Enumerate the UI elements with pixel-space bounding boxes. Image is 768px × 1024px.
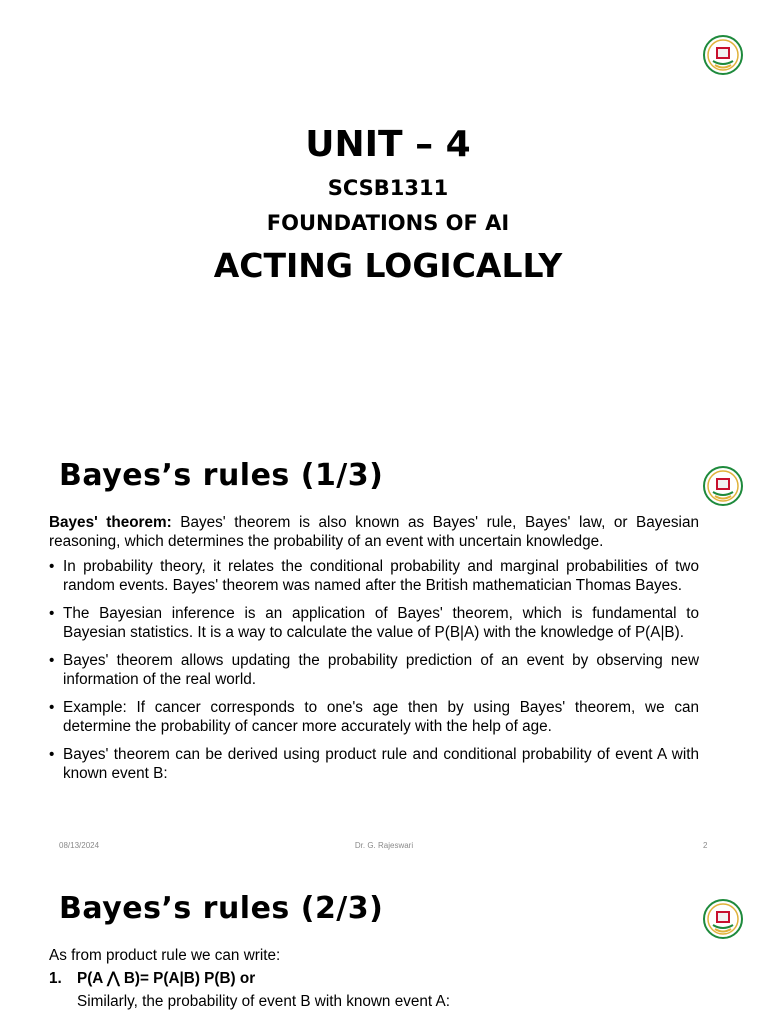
intro-label: Bayes' theorem: [49,514,172,531]
footer-date: 08/13/2024 [59,841,100,850]
bayes-slide-1 [0,433,768,865]
bullet-list [49,557,699,783]
university-seal-icon [702,34,744,76]
continuation-line: Similarly, the probability of event B with known event A: [77,993,450,1010]
slide-title: Bayes’s rules (2/3) [59,891,384,926]
course-name: FOUNDATIONS OF AI [266,211,510,235]
bayes-slide-2 [0,866,768,1024]
title-slide [0,0,768,432]
course-code: SCSB1311 [327,176,449,200]
university-seal-icon [702,465,744,507]
bullet-item: • The Bayesian inference is an application of Bayes' theorem, which is fundamental to Bayesian statistics. It is a way to calculate the value of P(B|A) with the knowledge of P(A|B). [49,604,699,642]
numbered-item [49,967,709,990]
slide-title: Bayes’s rules (1/3) [59,458,384,493]
footer-author: Dr. G. Rajeswari [354,841,414,850]
topic-title: ACTING LOGICALLY [213,246,563,285]
item-text: P(A ⋀ B)= P(A|B) P(B) or [77,970,256,987]
slide-body [49,944,709,1013]
bullet-item: • Bayes' theorem allows updating the probability prediction of an event by observing new information of the real world. [49,651,699,689]
bullet-item: • In probability theory, it relates the conditional probability and marginal probabilities of two random events. Bayes' theorem was named after the British mathematician Thomas Bayes. [49,557,699,595]
intro-text: Bayes' theorem is also known as Bayes' rule, Bayes' law, or Bayesian reasoning, which determines the probability of an event with uncertain knowledge. [49,514,699,550]
bullet-item: • Example: If cancer corresponds to one's age then by using Bayes' theorem, we can determine the probability of cancer more accurately with the help of age. [49,698,699,736]
intro-paragraph [49,513,699,551]
slide-body [49,513,699,792]
item-number: 1. [49,970,62,987]
bullet-item: • Bayes' theorem can be derived using product rule and conditional probability of event A with known event B: [49,745,699,783]
footer-page-number: 2 [703,841,708,850]
unit-title: UNIT – 4 [305,124,471,165]
intro-line: As from product rule we can write: [49,947,281,964]
university-seal-icon [702,898,744,940]
